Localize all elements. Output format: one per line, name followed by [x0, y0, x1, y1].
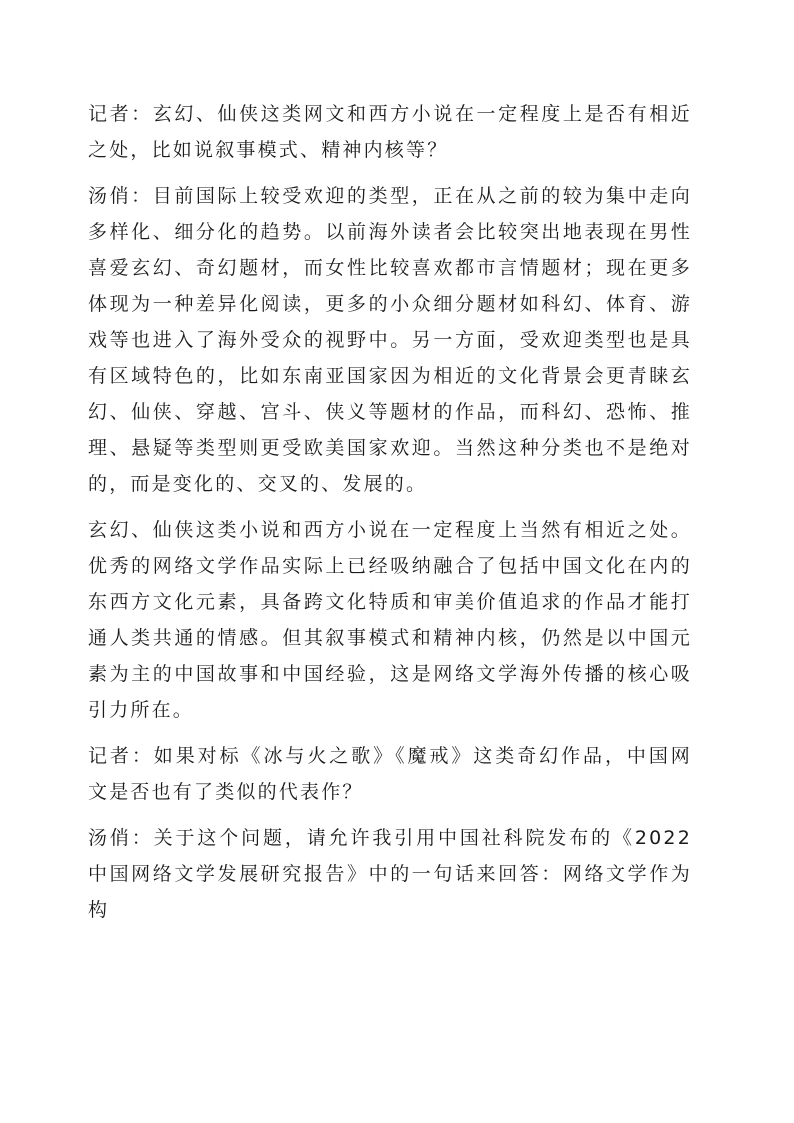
paragraph-answer-2: 玄幻、仙侠这类小说和西方小说在一定程度上当然有相近之处。优秀的网络文学作品实际上已经吸纳融合了包括中国文化在内的东西方文化元素，具备跨文化特质和审美价值追求的作品才能打通人类共通的情感。但其叙事模式和精神内核，仍然是以中国元素为主的中国故事和中国经验，这是网络文学海外传播的核心吸引力所在。: [88, 519, 692, 721]
paragraph-answer-3: 汤俏：关于这个问题，请允许我引用中国社科院发布的《2022中国网络文学发展研究报告》中的一句话来回答：网络文学作为构: [88, 827, 692, 921]
paragraph-interviewer-question-1: 记者：玄幻、仙侠这类网文和西方小说在一定程度上是否有相近之处，比如说叙事模式、精神内核等？: [88, 103, 692, 161]
paragraph-answer-1: 汤俏：目前国际上较受欢迎的类型，正在从之前的较为集中走向多样化、细分化的趋势。以前海外读者会比较突出地表现在男性喜爱玄幻、奇幻题材，而女性比较喜欢都市言情题材；现在更多体现为一种差异化阅读，更多的小众细分题材如科幻、体育、游戏等也进入了海外受众的视野中。另一方面，受欢迎类型也是具有区域特色的，比如东南亚国家因为相近的文化背景会更青睐玄幻、仙侠、穿越、宫斗、侠义等题材的作品，而科幻、恐怖、推理、悬疑等类型则更受欧美国家欢迎。当然这种分类也不是绝对的，而是变化的、交叉的、发展的。: [88, 185, 692, 495]
paragraph-interviewer-question-2: 记者：如果对标《冰与火之歌》《魔戒》这类奇幻作品，中国网文是否也有了类似的代表作？: [88, 745, 692, 803]
document-page: [88, 96, 692, 938]
